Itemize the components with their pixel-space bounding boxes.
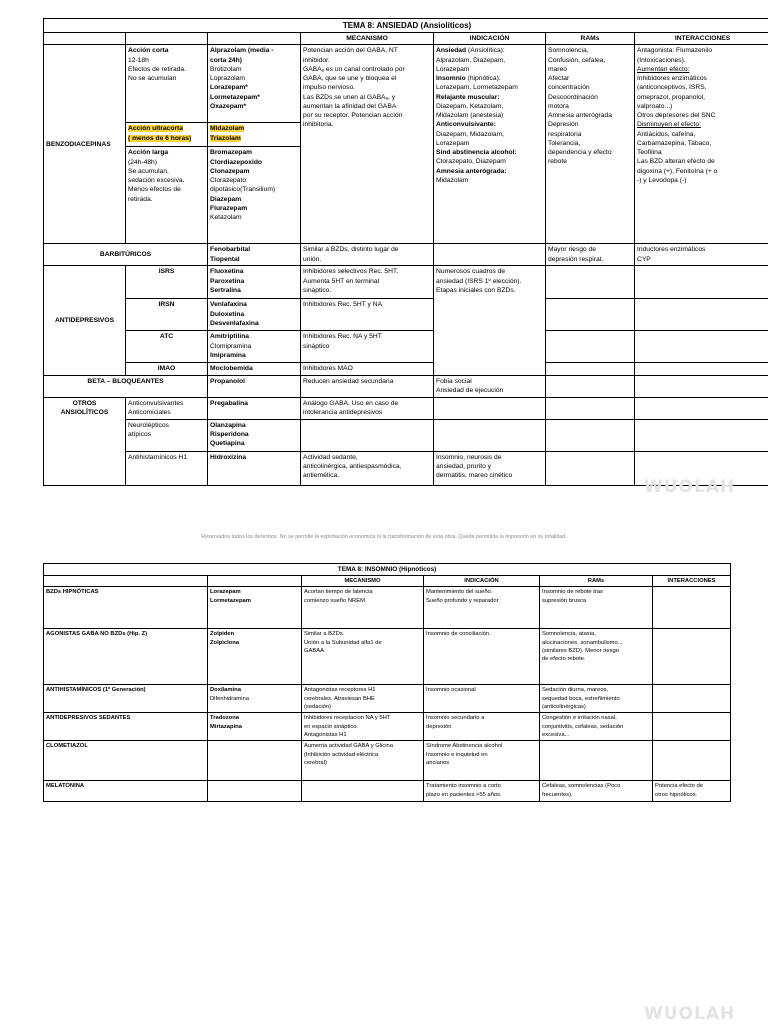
header-empty xyxy=(208,33,301,45)
otros-neurolep-mecanismo xyxy=(301,419,434,451)
insomnio-title: TEMA 8: INSOMNIO (Hipnóticos) xyxy=(44,564,731,576)
row-label: ANTIHISTAMÍNICOS (1º Generación) xyxy=(44,685,208,713)
row-interacciones xyxy=(653,741,731,781)
row-label: AGONISTAS GABA NO BZDs (Hip. Z) xyxy=(44,629,208,685)
row-mecanismo: Antagonistas receptores H1 cerebrales. Atraviesan BHE (sedación) xyxy=(302,685,424,713)
otros-antih-indicacion: Insomnio, neurosis de ansiedad, prurito y dermatitis, mareo cinético xyxy=(434,451,546,485)
row-rams: Insomnio de rebote tras supresión brusca xyxy=(540,587,653,629)
isrs-rams xyxy=(546,266,635,299)
bzd-mecanismo: Potencian acción del GABA, NT inhibidor. GABAₐ es un canal controlado por GABA, que se une y bloquea el impulso nervioso. Las BZDs se unen al GABAₐ, y aumentan la afinidad del GABA por su receptor. Potencian acción inhibitoria. xyxy=(301,45,434,244)
header-mecanismo: MECANISMO xyxy=(301,33,434,45)
antidep-isrs-label: ISRS xyxy=(126,266,208,299)
header-indicacion: INDICACIÓN xyxy=(434,33,546,45)
row-drugs xyxy=(208,741,302,781)
beta-interacciones xyxy=(635,375,768,397)
row-indicacion: Insomnio secundario a depresión xyxy=(424,713,540,741)
irsn-rams xyxy=(546,299,635,331)
row-interacciones xyxy=(653,685,731,713)
beta-rams xyxy=(546,375,635,397)
otros-anticonv-indicacion xyxy=(434,397,546,419)
group-otros-ansioliticos: OTROS ANSIOLÍTICOS xyxy=(44,397,126,485)
row-indicacion: Insomnio de conciliación. xyxy=(424,629,540,685)
barb-drugs: Fenobarbital Tiopental xyxy=(208,244,301,266)
beta-mecanismo: Reducen ansiedad secundaria xyxy=(301,375,434,397)
header-empty xyxy=(44,33,126,45)
row-label: MELATONINA xyxy=(44,781,208,802)
row-rams: Sedación diurna, mareos, sequedad boca, estreñimiento (anticolinérgicas) xyxy=(540,685,653,713)
ansiedad-title: TEMA 8: ANSIEDAD (Ansiolíticos) xyxy=(44,19,768,33)
bzd-ultracorta-drugs: Midazolam Triazolam xyxy=(208,123,301,147)
bzd-indicacion: Ansiedad (Ansiolítica): Alprazolam, Diazepam, Lorazepam Insomnio (hipnótica): Lorazepam, Lormetazepam Relajante muscular: Diazepam, Ketazolam, Midazolam (anestesia) Anticonvulsivante: Diazepam, Midazolam, Lorazepam Sind abstinencia alcohol: Clorazepato, Diazepam Amnesia anterógrada: Midazolam xyxy=(434,45,546,244)
row-drugs: Zolpiden Zolpiclona xyxy=(208,629,302,685)
otros-antih-rams xyxy=(546,451,635,485)
barb-indicacion xyxy=(434,244,546,266)
row-rams: Cefaleas, somnolencias (Poco frecuentes). xyxy=(540,781,653,802)
header-empty xyxy=(44,576,208,587)
row-indicacion: Insomnio ocasional xyxy=(424,685,540,713)
row-rams xyxy=(540,741,653,781)
row-label: ANTIDEPRESIVOS SEDANTES xyxy=(44,713,208,741)
row-mecanismo: Inhibidores receptacion NA y 5HT en espacio sináptico. Antagonistas H1 xyxy=(302,713,424,741)
row-rams: Somnolencia, ataxia, alucinaciones, sonambulismo... (similares BZD). Menor riesgo de efecto rebote. xyxy=(540,629,653,685)
barb-interacciones: Inductores enzimáticos CYP xyxy=(635,244,768,266)
otros-neurolep-indicacion xyxy=(434,419,546,451)
antidep-atc-label: ATC xyxy=(126,331,208,363)
atc-mecanismo: Inhibidores Rec. NA y 5HT sináptico xyxy=(301,331,434,363)
antidep-irsn-label: IRSN xyxy=(126,299,208,331)
otros-antih-mecanismo: Actividad sedante, anticolinérgica, antiespasmódica, antiemética. xyxy=(301,451,434,485)
antidep-indicacion: Numerosos cuadros de ansiedad (ISRS 1º elección). Etapas iniciales con BZDs. xyxy=(434,266,546,375)
row-drugs: Doxilamina Difenhidramina xyxy=(208,685,302,713)
row-label: CLOMETIAZOL xyxy=(44,741,208,781)
isrs-drugs: Fluoxetina Paroxetina Sertralina xyxy=(208,266,301,299)
row-interacciones: Potencia efecto de otros hipnóticos. xyxy=(653,781,731,802)
imao-mecanismo: Inhibidores MAO xyxy=(301,363,434,375)
otros-antih-sub: Antihistamínicos H1 xyxy=(126,451,208,485)
atc-rams xyxy=(546,331,635,363)
header-interacciones: INTERACCIONES xyxy=(635,33,768,45)
row-interacciones xyxy=(653,587,731,629)
irsn-interacciones xyxy=(635,299,768,331)
header-mecanismo: MECANISMO xyxy=(302,576,424,587)
row-indicacion: Mantenimiento del sueño. Sueño profundo y reparador. xyxy=(424,587,540,629)
irsn-drugs: Venlafaxina Duloxetina Desvenlafaxina xyxy=(208,299,301,331)
group-benzodiacepinas: BENZODIACEPINAS xyxy=(44,45,126,244)
bzd-accion-larga: Acción larga (24h-48h) Se acumulan, sedación excesiva. Menos efectos de retirada. xyxy=(126,147,208,244)
row-mecanismo xyxy=(302,781,424,802)
otros-neurolep-sub: Neurolépticos atípicos xyxy=(126,419,208,451)
header-empty xyxy=(126,33,208,45)
otros-anticonv-rams xyxy=(546,397,635,419)
row-drugs: Tradozona Mirtazapina xyxy=(208,713,302,741)
bzd-larga-drugs: Bromazepam Clordiazepoxido Clonazepam Clorazepato dipotásico(Transilium) Diazepam Flurazepam Ketazolam xyxy=(208,147,301,244)
header-rams: RAMs xyxy=(540,576,653,587)
row-label: BZDs HIPNÓTICAS xyxy=(44,587,208,629)
copyright-notice: Reservados todos los derechos. No se permite la explotación económica ni la transformación de esta obra. Queda permitida la impresión en su totalidad. xyxy=(201,534,567,540)
header-empty xyxy=(208,576,302,587)
beta-indicacion: Fobia social Ansiedad de ejecución xyxy=(434,375,546,397)
watermark-logo: WUOLAH xyxy=(644,477,736,497)
otros-neurolep-rams xyxy=(546,419,635,451)
row-interacciones xyxy=(653,629,731,685)
imao-interacciones xyxy=(635,363,768,375)
imao-rams xyxy=(546,363,635,375)
atc-drugs: Amitriptilina Clomipramina Imipramina xyxy=(208,331,301,363)
otros-anticonv-mecanismo: Análogo GABA. Uso en caso de intolerancia antidepresivos xyxy=(301,397,434,419)
bzd-corta-drugs: Alprazolam (media - corta 24h) Brotizolam Loprazolam Lorazepam* Lormetazepam* Oxazepam* xyxy=(208,45,301,123)
watermark-logo: WUOLAH xyxy=(644,1004,736,1024)
row-rams: Congestión e irritación nasal, conjuntivitis, cefaleas, sedación excesiva... xyxy=(540,713,653,741)
isrs-mecanismo: Inhibidores selectivos Rec. 5HT. Aumenta 5HT en terminal sináptico. xyxy=(301,266,434,299)
irsn-mecanismo: Inhibidores Rec. 5HT y NA xyxy=(301,299,434,331)
group-beta-bloqueantes: BETA – BLOQUEANTES xyxy=(44,375,208,397)
header-indicacion: INDICACIÓN xyxy=(424,576,540,587)
row-indicacion: Síndrome Abstinencia alcohol Insomnio e inquietud en ancianos xyxy=(424,741,540,781)
otros-antih-drugs: Hidroxizina xyxy=(208,451,301,485)
otros-neurolep-interacciones xyxy=(635,419,768,451)
insomnio-table xyxy=(43,563,731,802)
bzd-interacciones: Antagonista: Flumazenilo (Intoxicaciones). Aumentan efecto: Inhibidores enzimáticos (anticonceptivos, ISRS, omeprazol, propanolol, valproato...) Otros depresores del SNC Disminuyen el efecto: Antiácidos, cafeína, Carbamazepina, Tabaco, Teofilina Las BZD alteran efecto de digoxina (+), Fenitoína (+ o -) y Levodopa (-) xyxy=(635,45,768,244)
barb-mecanismo: Similar a BZDs, distinto lugar de unión. xyxy=(301,244,434,266)
otros-neurolep-drugs: Olanzapina Risperidona Quetiapina xyxy=(208,419,301,451)
group-antidepresivos: ANTIDEPRESIVOS xyxy=(44,266,126,375)
header-rams: RAMs xyxy=(546,33,635,45)
bzd-accion-corta: Acción corta 12-18h Efectos de retirada. No se acumulan xyxy=(126,45,208,123)
row-interacciones xyxy=(653,713,731,741)
bzd-accion-ultracorta: Acción ultracorta ( menos de 6 horas) xyxy=(126,123,208,147)
otros-anticonv-drugs: Pregabalina xyxy=(208,397,301,419)
otros-anticonv-sub: Anticonvulsivantes Anticomiciales xyxy=(126,397,208,419)
bzd-rams: Somnolencia, Confusión, cefalea, mareo Afectar concentración Descoordinación motora Amnesia anterógrada Depresión respiratoria Tolerancia, dependencia y efecto rebote xyxy=(546,45,635,244)
row-drugs xyxy=(208,781,302,802)
row-indicacion: Tratamiento insomnio a corto plazo en pacientes >55 años. xyxy=(424,781,540,802)
barb-rams: Mayor riesgo de depresión respirat. xyxy=(546,244,635,266)
imao-drugs: Moclobemida xyxy=(208,363,301,375)
group-barbituricos: BARBITÚRICOS xyxy=(44,244,208,266)
beta-drugs: Propanolol xyxy=(208,375,301,397)
otros-anticonv-interacciones xyxy=(635,397,768,419)
row-mecanismo: Aumenta actividad GABA y Glicina (Inhibición actividad eléctrica cerebral) xyxy=(302,741,424,781)
row-mecanismo: Acortan tiempo de latencia comienzo sueño NREM xyxy=(302,587,424,629)
isrs-interacciones xyxy=(635,266,768,299)
atc-interacciones xyxy=(635,331,768,363)
row-drugs: Lorazepam Lormetazepam xyxy=(208,587,302,629)
row-mecanismo: Similar a BZDs. Unión a la Subunidad alfa1 de GABAA xyxy=(302,629,424,685)
ansiedad-table xyxy=(43,18,768,486)
header-interacciones: INTERACCIONES xyxy=(653,576,731,587)
antidep-imao-label: IMAO xyxy=(126,363,208,375)
